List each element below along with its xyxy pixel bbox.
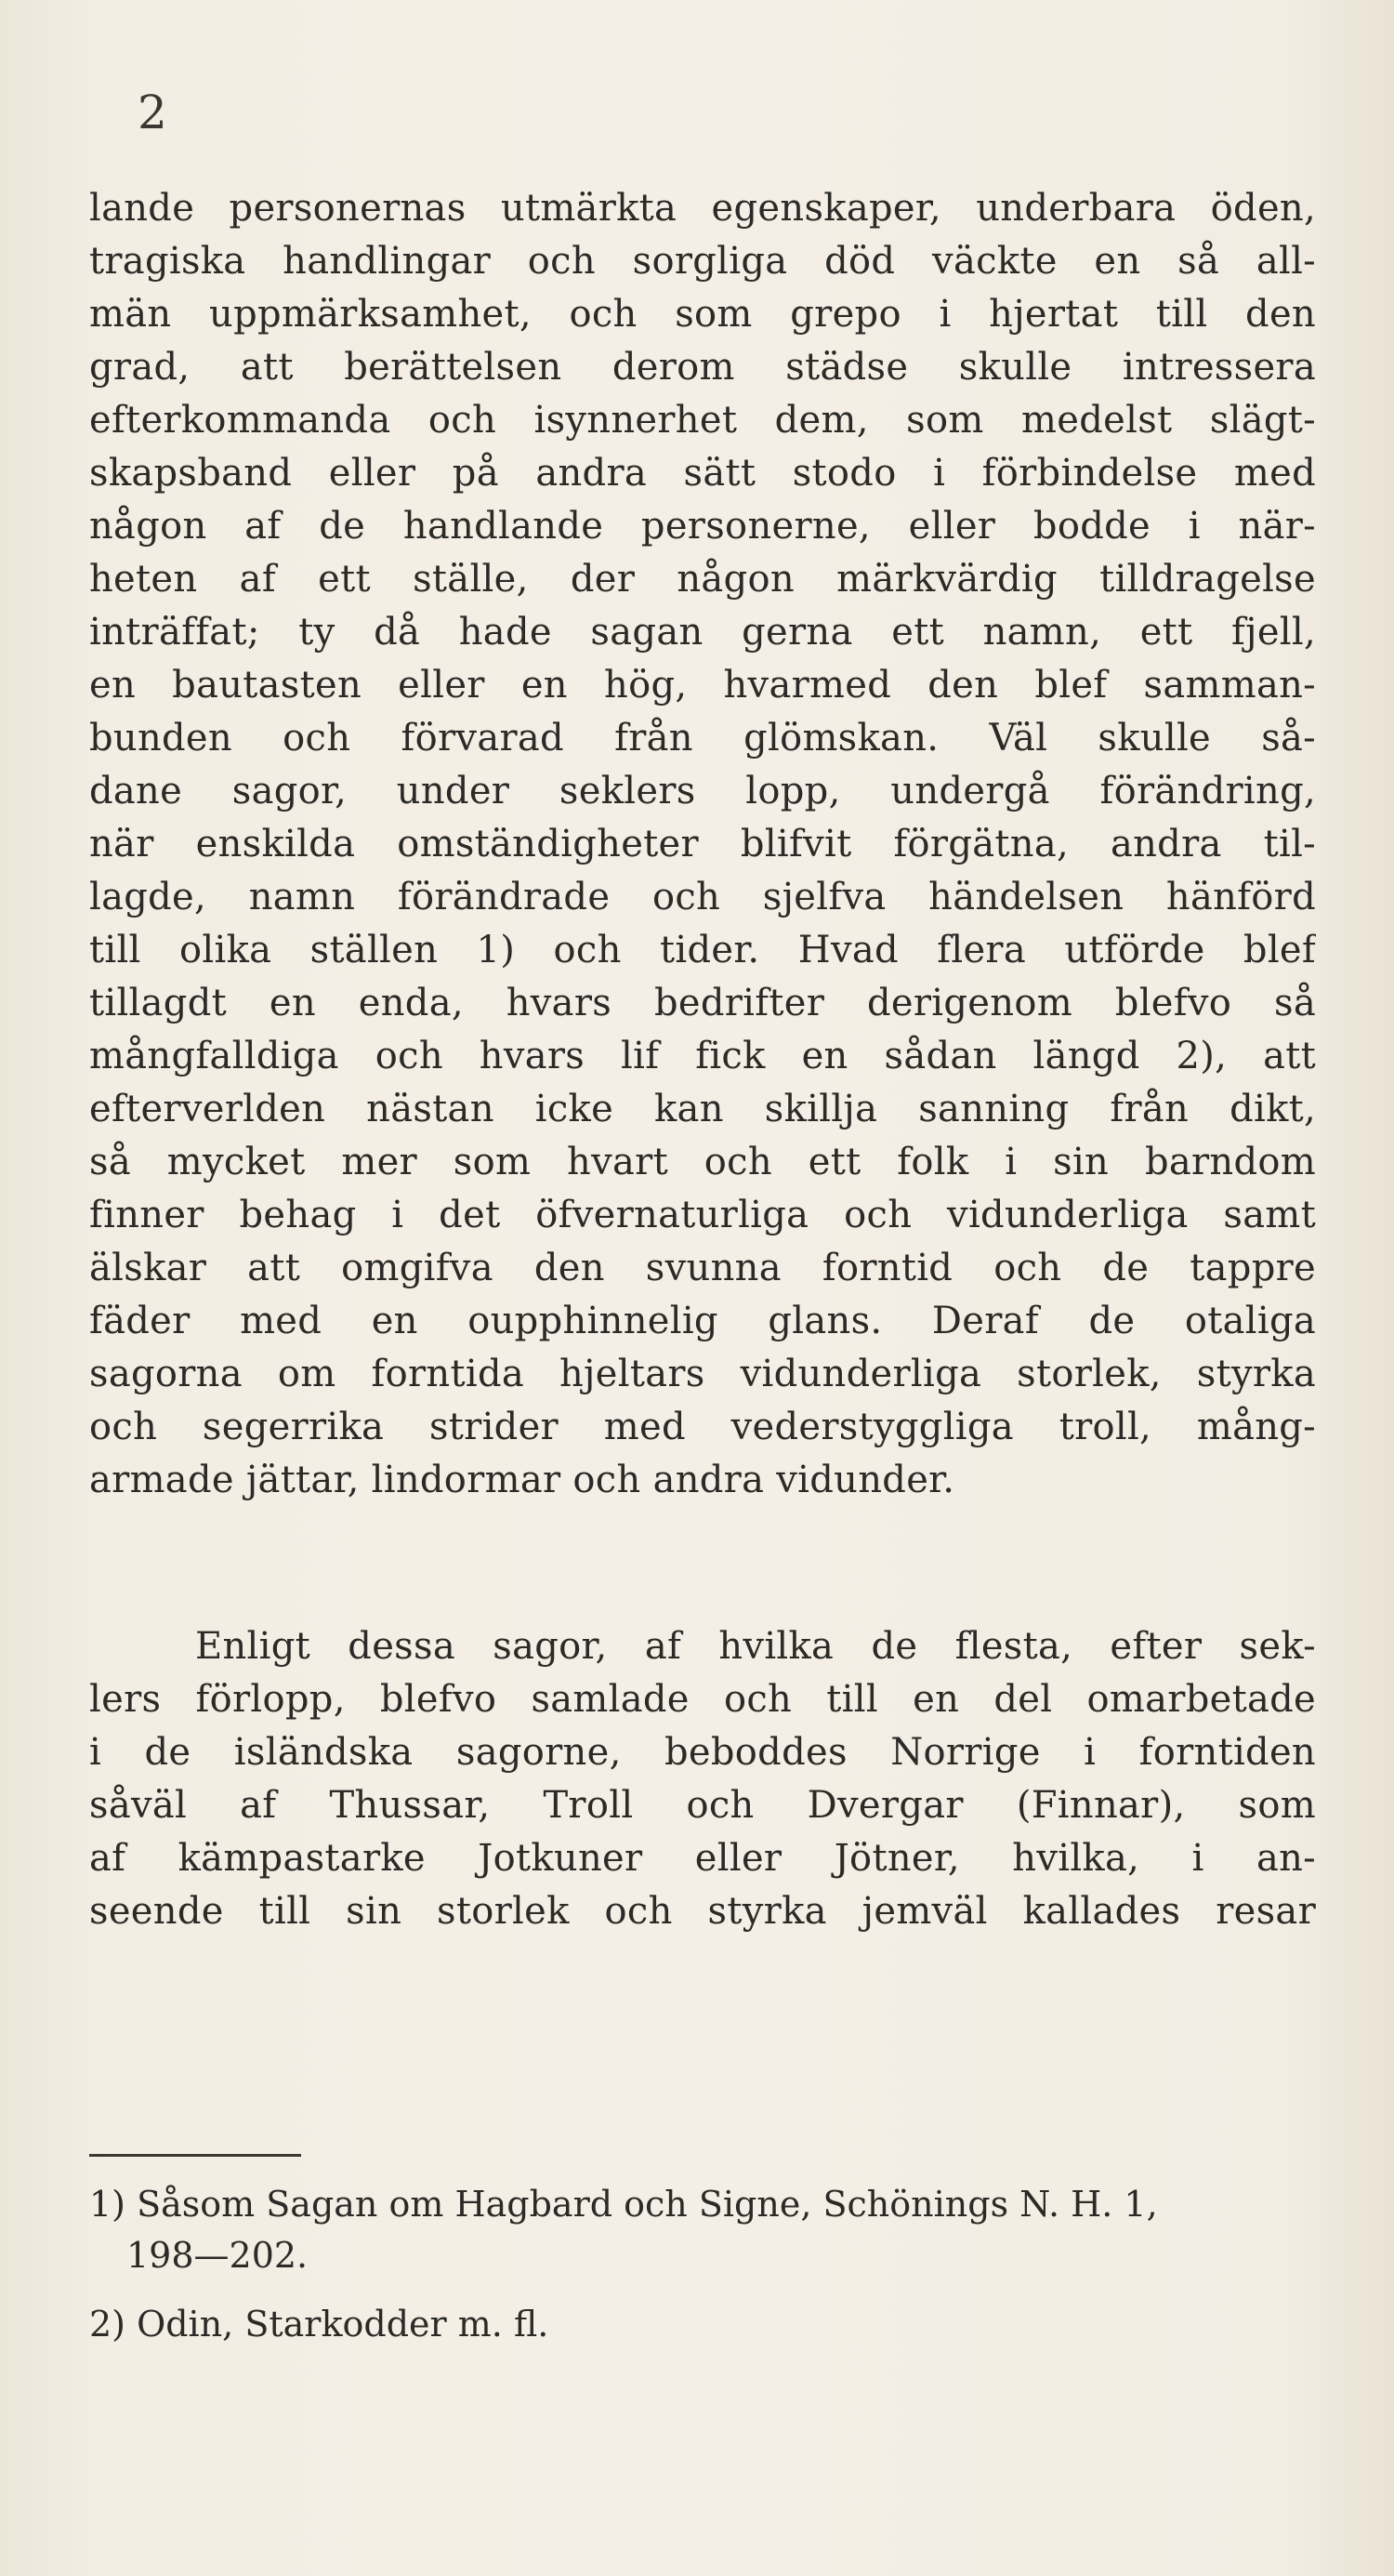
text-line: efterkommanda och isynnerhet dem, som medelst slägt-	[89, 399, 1316, 442]
text-line: lers förlopp, blefvo samlade och till en del omarbetade	[89, 1678, 1316, 1721]
text-line: armade jättar, lindormar och andra vidunder.	[89, 1459, 955, 1501]
text-line: och segerrika strider med vederstyggliga troll, mång-	[89, 1406, 1316, 1448]
text-line: så mycket mer som hvart och ett folk i sin barndom	[89, 1141, 1316, 1183]
text-line: efterverlden nästan icke kan skillja sanning från dikt,	[89, 1088, 1316, 1130]
text-line: en bautasten eller en hög, hvarmed den blef samman-	[89, 664, 1316, 707]
text-line: bunden och förvarad från glömskan. Väl skulle så-	[89, 717, 1316, 760]
text-line: sagorna om forntida hjeltars vidunderliga storlek, styrka	[89, 1353, 1316, 1395]
text-line: när enskilda omständigheter blifvit förgätna, andra til-	[89, 823, 1316, 865]
text-line: män uppmärksamhet, och som grepo i hjertat till den	[89, 293, 1316, 336]
text-line: af kämpastarke Jotkuner eller Jötner, hvilka, i an-	[89, 1837, 1316, 1880]
text-line: skapsband eller på andra sätt stodo i förbindelse med	[89, 452, 1316, 495]
text-line: i de isländska sagorne, beboddes Norrige i forntiden	[89, 1731, 1316, 1774]
text-line: fäder med en oupphinnelig glans. Deraf de otaliga	[89, 1300, 1316, 1342]
text-line: tillagdt en enda, hvars bedrifter derigenom blefvo så	[89, 982, 1316, 1024]
text-line: grad, att berättelsen derom städse skulle intressera	[89, 346, 1316, 389]
text-line: såväl af Thussar, Troll och Dvergar (Finnar), som	[89, 1784, 1316, 1827]
text-line: finner behag i det öfvernaturliga och vidunderliga samt	[89, 1194, 1316, 1236]
text-line: inträffat; ty då hade sagan gerna ett namn, ett fjell,	[89, 611, 1316, 654]
footnote-divider	[89, 2154, 301, 2157]
text-line: Enligt dessa sagor, af hvilka de flesta, efter sek-	[195, 1625, 1316, 1668]
text-line: någon af de handlande personerne, eller bodde i när-	[89, 505, 1316, 548]
footnote-1: 1) Såsom Sagan om Hagbard och Signe, Schönings N. H. 1,	[89, 2184, 1158, 2225]
page-number: 2	[138, 86, 167, 139]
text-line: lande personernas utmärkta egenskaper, underbara öden,	[89, 187, 1316, 230]
text-line: dane sagor, under seklers lopp, undergå förändring,	[89, 770, 1316, 812]
text-line: mångfalldiga och hvars lif fick en sådan längd 2), att	[89, 1035, 1316, 1077]
footnote-2: 2) Odin, Starkodder m. fl.	[89, 2304, 549, 2345]
text-line: heten af ett ställe, der någon märkvärdig tilldragelse	[89, 558, 1316, 601]
text-line: lagde, namn förändrade och sjelfva händelsen hänförd	[89, 876, 1316, 918]
footnote-1-continuation: 198—202.	[126, 2235, 309, 2276]
text-line: till olika ställen 1) och tider. Hvad flera utförde blef	[89, 929, 1316, 971]
text-line: älskar att omgifva den svunna forntid och de tappre	[89, 1247, 1316, 1289]
text-line: seende till sin storlek och styrka jemväl kallades resar	[89, 1890, 1316, 1933]
text-line: tragiska handlingar och sorgliga död väckte en så all-	[89, 240, 1316, 283]
